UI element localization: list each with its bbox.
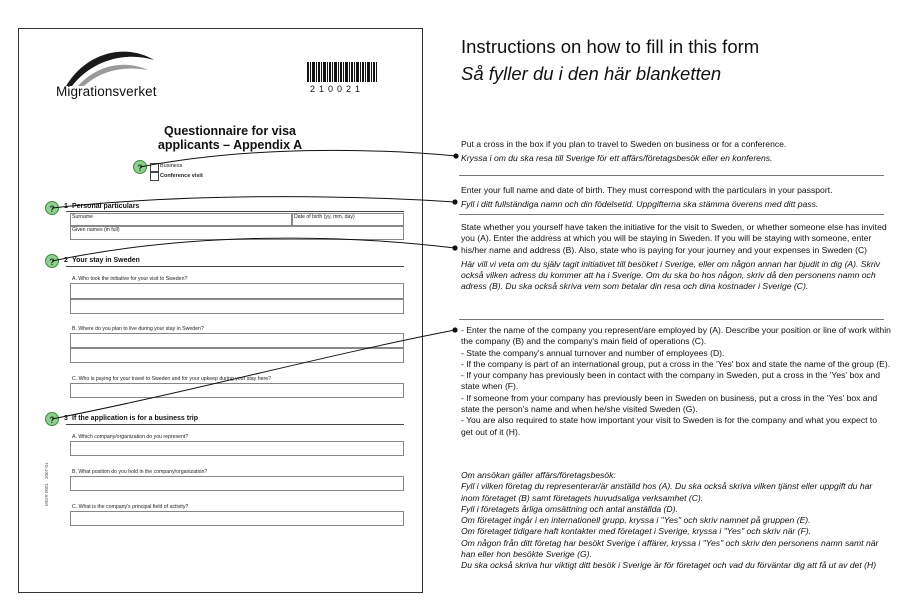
- instruction-personal: [461, 185, 891, 211]
- q3a-field[interactable]: [70, 441, 404, 456]
- instruction-business-sv-line: Om företaget tidigare haft kontakter med företaget i Sverige, kryssa i "Yes" och skriv när (F).: [461, 526, 811, 537]
- instruction-business-en-line: - You are also required to state how important your visit to Sweden is for the company and what you expect to get out of it (H).: [461, 415, 878, 437]
- q3b-field[interactable]: [70, 476, 404, 491]
- help-bullet-icon[interactable]: ?: [133, 160, 147, 174]
- instruction-business-sv-line: Om ansökan gäller affärs/företagsbesök:: [461, 470, 616, 480]
- conference-checkbox[interactable]: [150, 172, 159, 181]
- instruction-business-en-line: - If your company has previously been in contact with the company in Sweden, put a cross in the 'Yes' box and state when (F).: [461, 370, 881, 392]
- instruction-business-en-line: - State the company's annual turnover and number of employees (D).: [461, 347, 725, 358]
- instruction-divider: [459, 319, 884, 320]
- q2b-field-2[interactable]: [70, 348, 404, 363]
- business-checkbox[interactable]: [150, 163, 159, 172]
- section3-title: If the application is for a business trip: [72, 415, 199, 422]
- section2-divider: [66, 266, 404, 267]
- form-title-line1: Questionnaire for visa: [164, 124, 296, 138]
- q2b-field-1[interactable]: [70, 333, 404, 348]
- instruction-business-en-line: - Enter the name of the company you represent/are employed by (A). Describe your position or line of work within the company (B) and the company's main field of operations (C).: [461, 325, 891, 347]
- section2-number: 2: [64, 257, 68, 264]
- instruction-business-sv: [461, 470, 891, 572]
- instructions-title-en: Instructions on how to fill in this form: [461, 36, 760, 57]
- q2c-label: C. Who is paying for your travel to Sweden and for your upkeep during your stay here?: [72, 376, 271, 382]
- q3c-field[interactable]: [70, 511, 404, 526]
- form-title: [150, 124, 310, 152]
- instruction-stay-en: State whether you yourself have taken the initiative for the visit to Sweden, or whether someone else has invited you (A). Enter the address at which you will be staying in Sweden. If you will be staying with someone, enter his/her name and address (B). Also, state who is paying for your journey and your expenses in Sweden (C): [461, 222, 887, 255]
- instruction-divider: [459, 175, 884, 176]
- instruction-personal-en: Enter your full name and date of birth. They must correspond with the particulars in your passport.: [461, 185, 833, 195]
- section1-title: Personal particulars: [72, 203, 140, 210]
- logo-text: Migrationsverket: [56, 84, 157, 99]
- q3c-label: C. What is the company's principal field of activity?: [72, 504, 189, 510]
- section3-divider: [66, 424, 404, 425]
- given-names-field[interactable]: [70, 226, 404, 240]
- instruction-business-sv-line: Fyll i företagets årliga omsättning och antal anställda (D).: [461, 503, 678, 514]
- instruction-purpose-sv: Kryssa i om du ska resa till Sverige för ett affärs/företagsbesök eller en konferens.: [461, 153, 773, 164]
- instruction-stay: [461, 222, 891, 293]
- surname-label: Surname: [72, 214, 94, 220]
- instructions-title-sv: Så fyller du i den här blanketten: [461, 63, 722, 84]
- form-side-code: MIGR 0001 · 2007-01: [44, 462, 49, 506]
- q3b-label: B. What position do you hold in the company/organization?: [72, 469, 208, 475]
- instruction-personal-sv: Fyll i ditt fullständiga namn och din födelsetid. Uppgifterna ska stämma överens med ditt pass.: [461, 199, 819, 210]
- section1-divider: [66, 211, 404, 212]
- section1-number: 1: [64, 203, 68, 210]
- q2b-label: B. Where do you plan to live during your stay in Sweden?: [72, 326, 204, 332]
- help-bullet-icon[interactable]: ?: [45, 412, 59, 426]
- help-bullet-icon[interactable]: ?: [45, 201, 59, 215]
- instruction-business-sv-line: Om företaget ingår i en internationell grupp, kryssa i "Yes" och skriv namnet på gruppen (E).: [461, 515, 811, 526]
- instruction-purpose-en: Put a cross in the box if you plan to travel to Sweden on business or for a conference.: [461, 139, 787, 149]
- q2a-field-1[interactable]: [70, 283, 404, 299]
- instruction-business-sv-line: Om någon från ditt företag har besökt Sverige i affärer, kryssa i "Yes" och skriv den personens namn samt när han eller hon besökte Sverige (G).: [461, 537, 879, 560]
- given-names-label: Given names (in full): [72, 227, 120, 233]
- instruction-business-sv-line: Fyll i vilken företag du representerar/är anställd hos (A). Du ska också skriva vilken tjänst eller uppgift du har inom företaget (B) samt företagets huvudsaliga verksamhet (C).: [461, 481, 873, 503]
- q2c-field[interactable]: [70, 383, 404, 398]
- form-title-line2: applicants – Appendix A: [157, 138, 303, 152]
- instruction-business-en-line: - If someone from your company has previously been in Sweden on business, put a cross in the 'Yes' box and state the person's name and when he/she visited Sweden (G).: [461, 392, 878, 415]
- barcode-icon: [307, 62, 377, 82]
- instruction-stay-sv: Här vill vi veta om du själv tagit initiativet till besöket i Sverige, eller om någon annan har bjudit in dig (A). Skriv också vilken adress du kommer att ha i Sverige. Om du ska bo hos någon, skriv då den personens namn och adress (B). Du ska också skriva vem som betalar din resa och dina kostnader i Sverige (C).: [461, 258, 880, 292]
- q2a-label: A. Who took the initiative for your visit to Sweden?: [72, 276, 188, 282]
- instruction-business-en-line: - If the company is part of an international group, put a cross in the 'Yes' box and state the name of the group (E).: [461, 358, 891, 369]
- barcode-number: 210021: [310, 84, 365, 94]
- section2-title: Your stay in Sweden: [72, 257, 140, 264]
- instruction-business-en: [461, 325, 891, 438]
- business-label: Business: [160, 163, 183, 169]
- dob-label: Date of birth (yy, mm, day): [294, 214, 355, 220]
- q2a-field-2[interactable]: [70, 299, 404, 314]
- help-bullet-icon[interactable]: ?: [45, 254, 59, 268]
- section3-number: 3: [64, 415, 68, 422]
- instruction-purpose: [461, 139, 891, 165]
- instruction-business-sv-line: Du ska också skriva hur viktigt ditt besök i Sverige är för företaget och vad du förväntar dig att få ut av det (H): [461, 560, 877, 571]
- conference-label: Conference visit: [160, 173, 203, 179]
- q3a-label: A. Which company/organization do you represent?: [72, 434, 189, 440]
- surname-field[interactable]: [70, 213, 292, 226]
- instruction-divider: [459, 214, 884, 215]
